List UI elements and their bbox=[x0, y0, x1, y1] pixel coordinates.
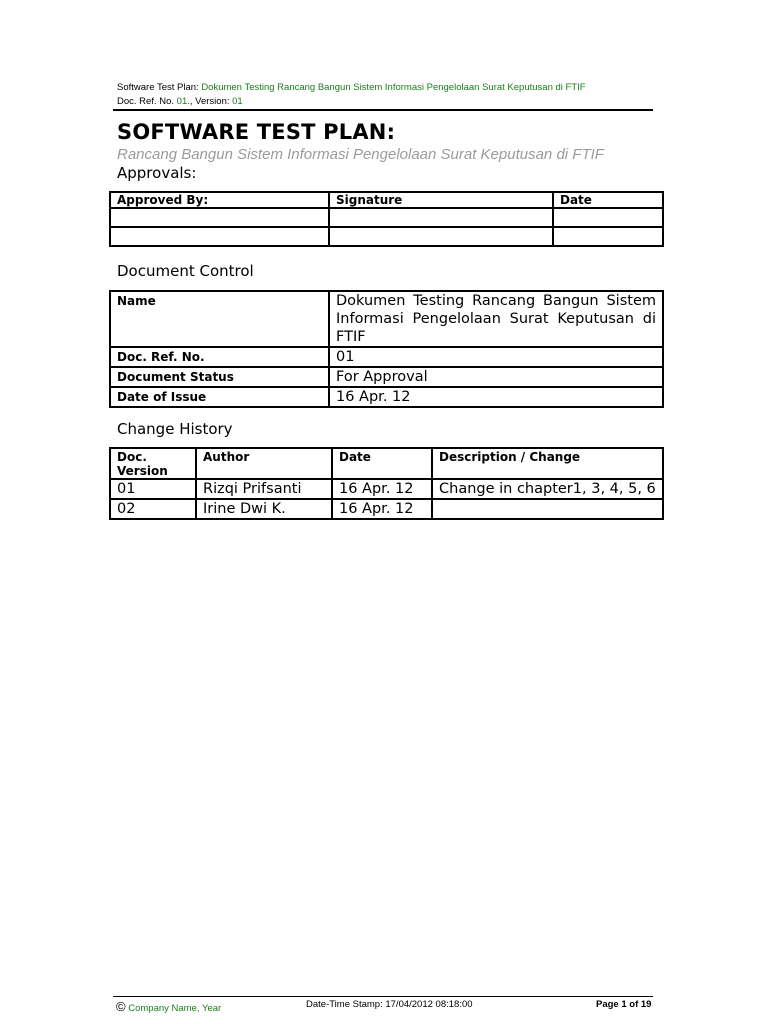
copyright-icon: © bbox=[116, 999, 126, 1014]
footer-company bbox=[116, 999, 221, 1014]
change-history-table bbox=[109, 447, 664, 520]
author-cell: Rizqi Prifsanti bbox=[196, 479, 332, 499]
header-version-label: , Version: bbox=[189, 96, 233, 107]
header-ref-label: Doc. Ref. No. bbox=[117, 96, 177, 107]
col-date: Date bbox=[553, 192, 663, 208]
running-header-title bbox=[117, 82, 653, 93]
header-version-value: 01 bbox=[232, 96, 243, 107]
date-cell: 16 Apr. 12 bbox=[332, 499, 432, 519]
approvals-row bbox=[110, 208, 663, 227]
doc-control-row-issue-date bbox=[110, 387, 663, 407]
date-cell: 16 Apr. 12 bbox=[332, 479, 432, 499]
footer-divider bbox=[113, 996, 653, 997]
col-approved-by: Approved By: bbox=[110, 192, 329, 208]
change-history-row bbox=[110, 479, 663, 499]
version-cell: 01 bbox=[110, 479, 196, 499]
page-title: SOFTWARE TEST PLAN: bbox=[117, 120, 396, 144]
doc-control-label: Name bbox=[110, 291, 329, 347]
change-history-heading: Change History bbox=[117, 420, 233, 438]
doc-control-value: Dokumen Testing Rancang Bangun Sistem Informasi Pengelolaan Surat Keputusan di FTIF bbox=[329, 291, 663, 347]
doc-control-label: Doc. Ref. No. bbox=[110, 347, 329, 367]
version-cell: 02 bbox=[110, 499, 196, 519]
approvals-row bbox=[110, 227, 663, 246]
doc-control-label: Document Status bbox=[110, 367, 329, 387]
approvals-heading: Approvals: bbox=[117, 164, 197, 182]
col-doc-version: Doc. Version bbox=[110, 448, 196, 479]
col-signature: Signature bbox=[329, 192, 553, 208]
document-control-heading: Document Control bbox=[117, 262, 254, 280]
page-subtitle: Rancang Bangun Sistem Informasi Pengelolaan Surat Keputusan di FTIF bbox=[117, 146, 604, 163]
header-doc-label: Software Test Plan: bbox=[117, 82, 202, 93]
description-cell bbox=[432, 499, 663, 519]
date-cell bbox=[553, 208, 663, 227]
approvals-table bbox=[109, 191, 664, 247]
date-cell bbox=[553, 227, 663, 246]
footer-page-number: Page 1 of 19 bbox=[596, 999, 652, 1010]
doc-control-value: For Approval bbox=[329, 367, 663, 387]
doc-control-value: 16 Apr. 12 bbox=[329, 387, 663, 407]
header-divider bbox=[113, 109, 653, 111]
description-cell: Change in chapter1, 3, 4, 5, 6 bbox=[432, 479, 663, 499]
author-cell: Irine Dwi K. bbox=[196, 499, 332, 519]
col-author: Author bbox=[196, 448, 332, 479]
col-date: Date bbox=[332, 448, 432, 479]
doc-control-row-ref bbox=[110, 347, 663, 367]
header-doc-title: Dokumen Testing Rancang Bangun Sistem Informasi Pengelolaan Surat Keputusan di FTIF bbox=[201, 82, 586, 93]
doc-control-value: 01 bbox=[329, 347, 663, 367]
col-description: Description / Change bbox=[432, 448, 663, 479]
change-history-header-row bbox=[110, 448, 663, 479]
running-header-ref bbox=[117, 96, 653, 107]
doc-control-row-name bbox=[110, 291, 663, 347]
approved-by-cell bbox=[110, 208, 329, 227]
footer-company-name: Company Name, Year bbox=[125, 1003, 222, 1014]
approved-by-cell bbox=[110, 227, 329, 246]
change-history-row bbox=[110, 499, 663, 519]
doc-control-label: Date of Issue bbox=[110, 387, 329, 407]
approvals-header-row bbox=[110, 192, 663, 208]
header-ref-value: 01. bbox=[176, 96, 190, 107]
doc-control-row-status bbox=[110, 367, 663, 387]
document-control-table bbox=[109, 290, 664, 408]
signature-cell bbox=[329, 227, 553, 246]
signature-cell bbox=[329, 208, 553, 227]
footer-timestamp: Date-Time Stamp: 17/04/2012 08:18:00 bbox=[306, 999, 473, 1010]
